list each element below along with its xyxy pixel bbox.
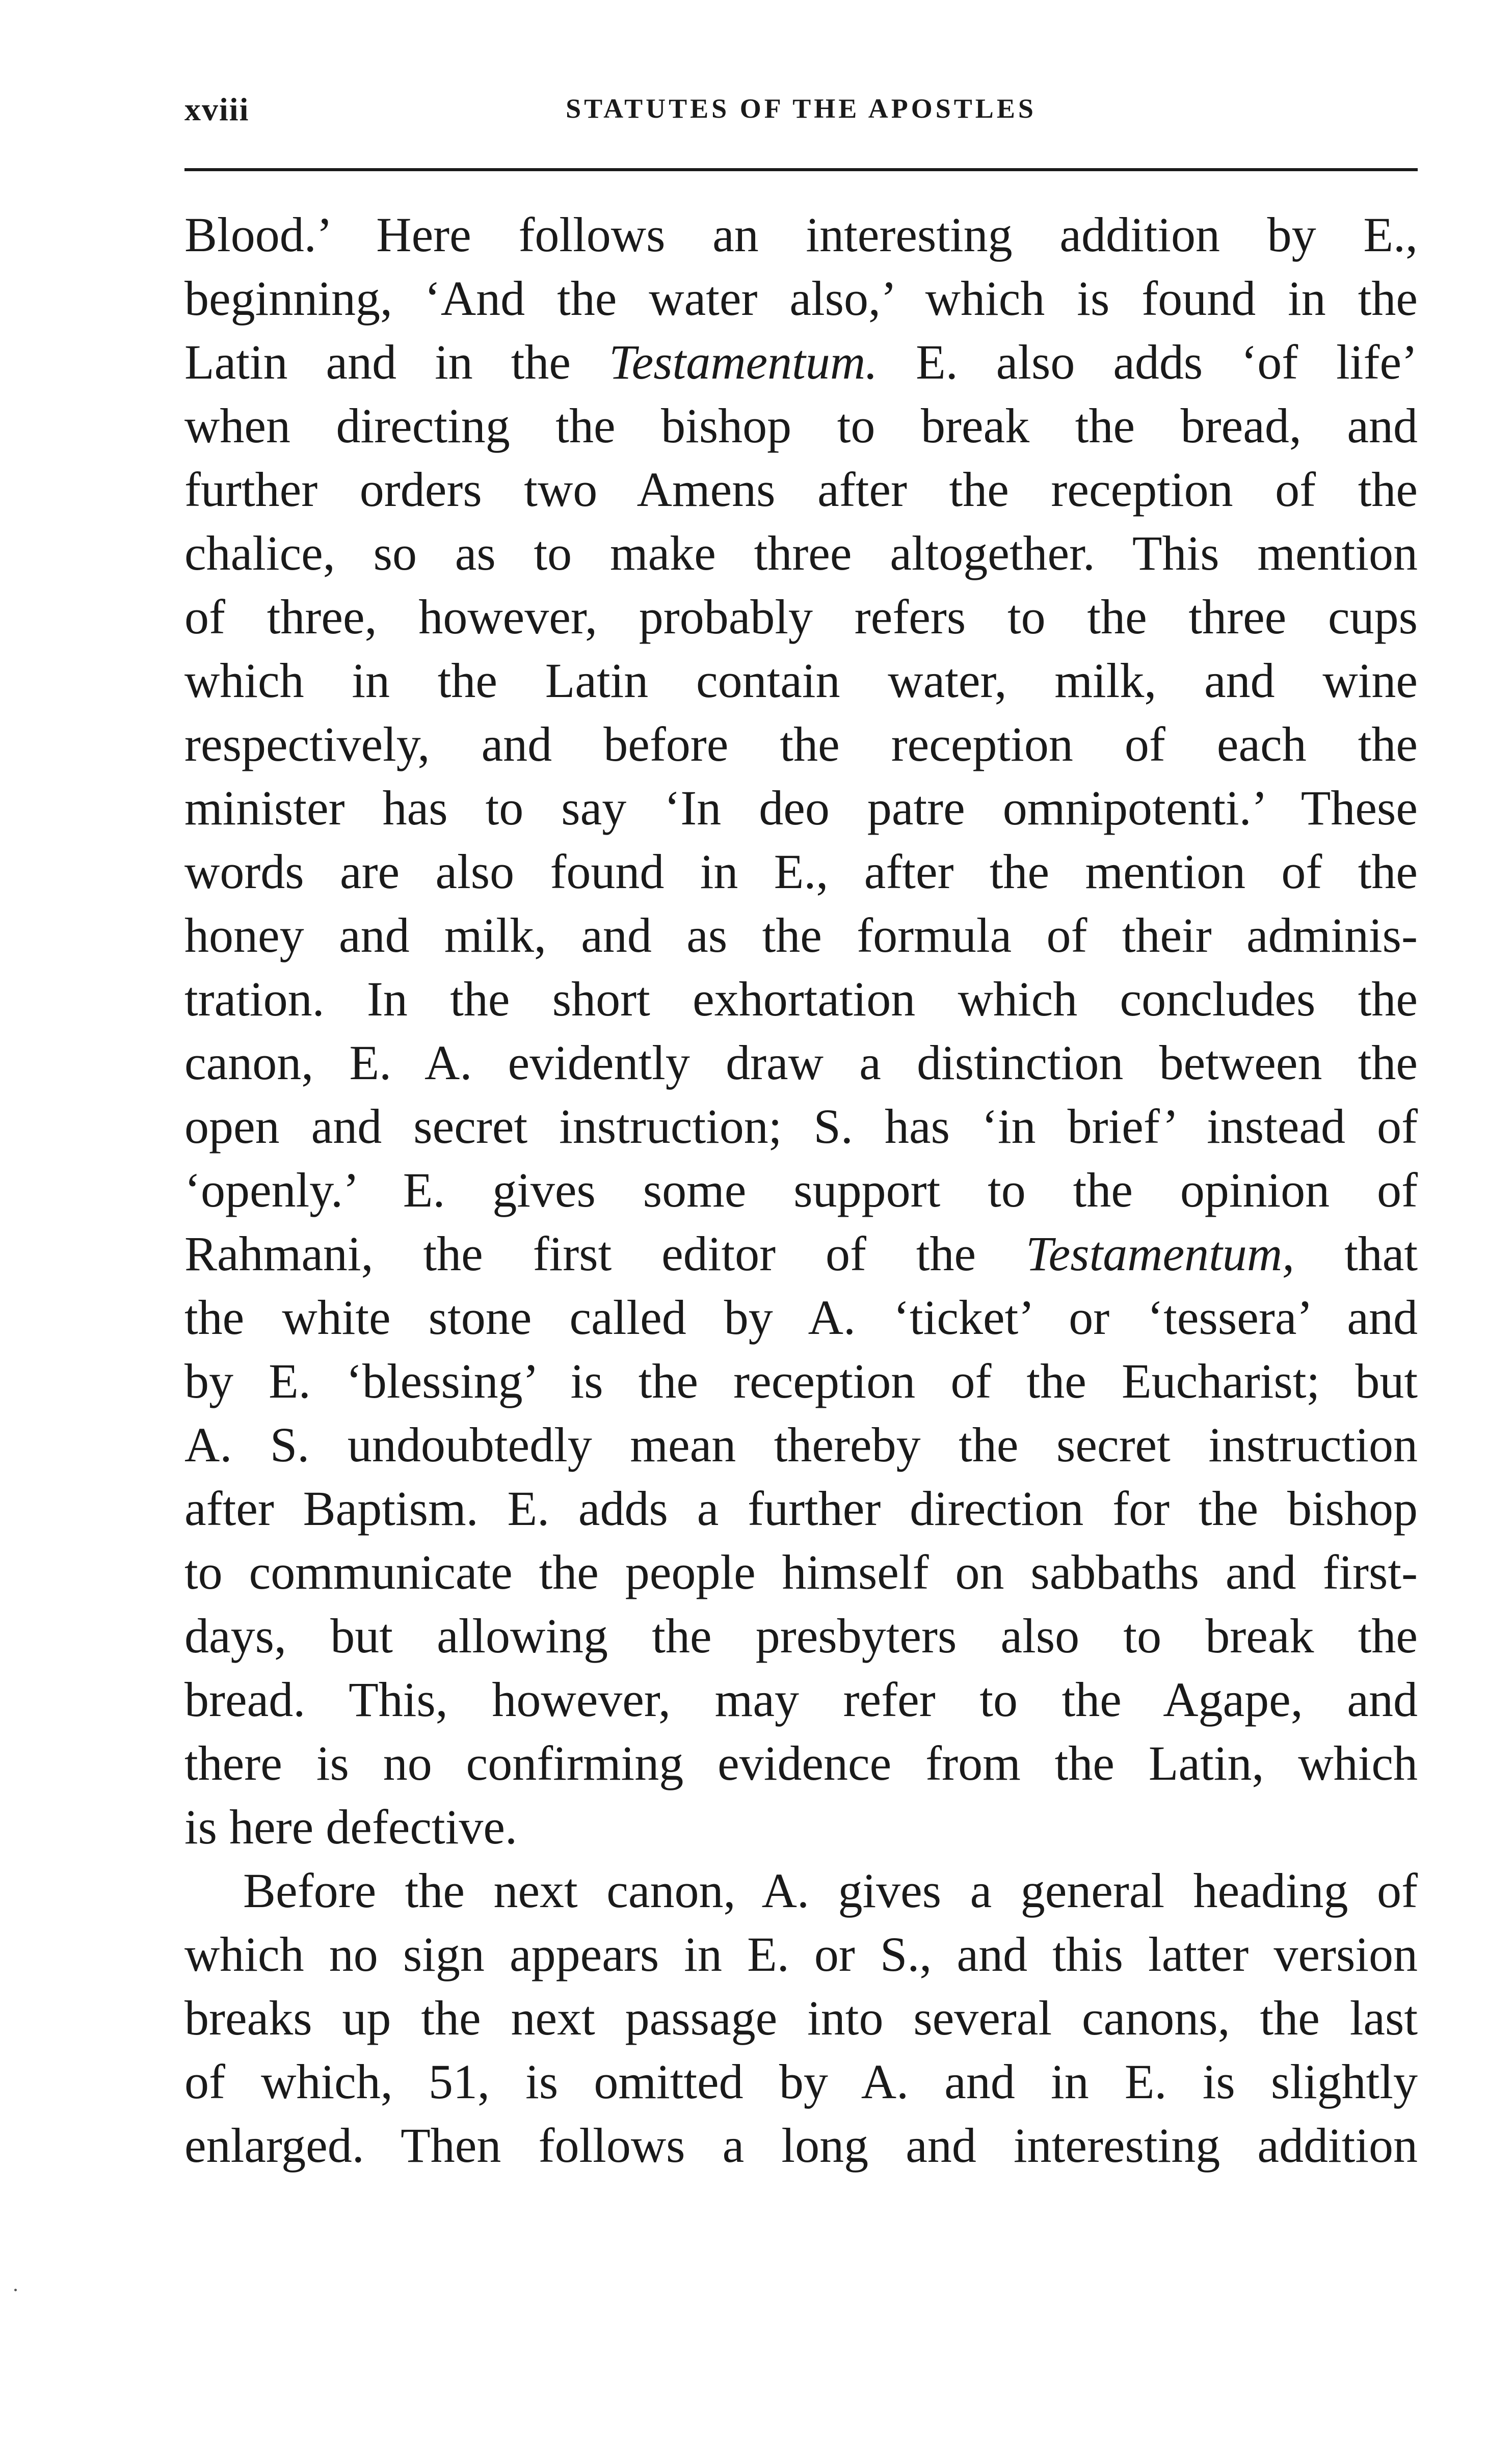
text-line: breaks up the next passage into several canons, the last [184, 1991, 1418, 2045]
italic-title: Testamentum. [609, 335, 878, 389]
text-line: A. S. undoubtedly mean thereby the secret instruction [184, 1417, 1418, 1472]
text-line [184, 330, 1418, 394]
text-line: to communicate the people himself on sabbaths and first- [184, 1545, 1418, 1599]
text-line: enlarged. Then follows a long and interesting addition [184, 2118, 1418, 2173]
text-line: which no sign appears in E. or S., and this latter version [184, 1927, 1418, 1981]
text-line: respectively, and before the reception of each the [184, 717, 1418, 771]
scan-speck [14, 2289, 17, 2291]
text-line: honey and milk, and as the formula of their adminis- [184, 908, 1418, 962]
page-number: xviii [184, 91, 250, 127]
text-line: canon, E. A. evidently draw a distinction between the [184, 1035, 1418, 1090]
paragraph-first-line: Before the next canon, A. gives a general heading of [243, 1863, 1418, 1918]
text-line: by E. ‘blessing’ is the reception of the Eucharist; but [184, 1354, 1418, 1408]
text-line: chalice, so as to make three altogether. This mention [184, 526, 1418, 580]
body-text [184, 203, 1418, 2177]
text-line: after Baptism. E. adds a further direction for the bishop [184, 1481, 1418, 1536]
text-line: when directing the bishop to break the bread, and [184, 398, 1418, 453]
text-line: beginning, ‘And the water also,’ which is found in the [184, 271, 1418, 326]
text-segment: that [1344, 1226, 1418, 1281]
text-line: of which, 51, is omitted by A. and in E. is slightly [184, 2054, 1418, 2109]
text-line: ‘openly.’ E. gives some support to the opinion of [184, 1163, 1418, 1217]
running-head [184, 91, 1418, 131]
text-line: minister has to say ‘In deo patre omnipotenti.’ These [184, 781, 1418, 835]
text-segment: Latin and in the [184, 335, 571, 389]
text-line: of three, however, probably refers to the three cups [184, 590, 1418, 644]
text-segment: Rahmani, the first editor of the [184, 1226, 976, 1281]
text-line: open and secret instruction; S. has ‘in brief’ instead of [184, 1099, 1418, 1154]
italic-title: Testamentum, [1026, 1226, 1295, 1281]
text-line: words are also found in E., after the mention of the [184, 844, 1418, 899]
text-line [184, 1222, 1418, 1285]
text-line: there is no confirming evidence from the Latin, which [184, 1736, 1418, 1790]
text-line: days, but allowing the presbyters also to break the [184, 1609, 1418, 1663]
text-line: which in the Latin contain water, milk, and wine [184, 653, 1418, 708]
text-segment: E. also adds ‘of life’ [916, 335, 1418, 389]
header-rule [184, 168, 1418, 171]
text-line: Blood.’ Here follows an interesting addition by E., [184, 207, 1418, 262]
text-line: tration. In the short exhortation which concludes the [184, 972, 1418, 1026]
running-title: STATUTES OF THE APOSTLES [566, 93, 1037, 124]
text-line: is here defective. [184, 1800, 517, 1854]
text-line: bread. This, however, may refer to the Agape, and [184, 1672, 1418, 1727]
text-line: further orders two Amens after the reception of the [184, 462, 1418, 517]
text-line: the white stone called by A. ‘ticket’ or ‘tessera’ and [184, 1290, 1418, 1345]
